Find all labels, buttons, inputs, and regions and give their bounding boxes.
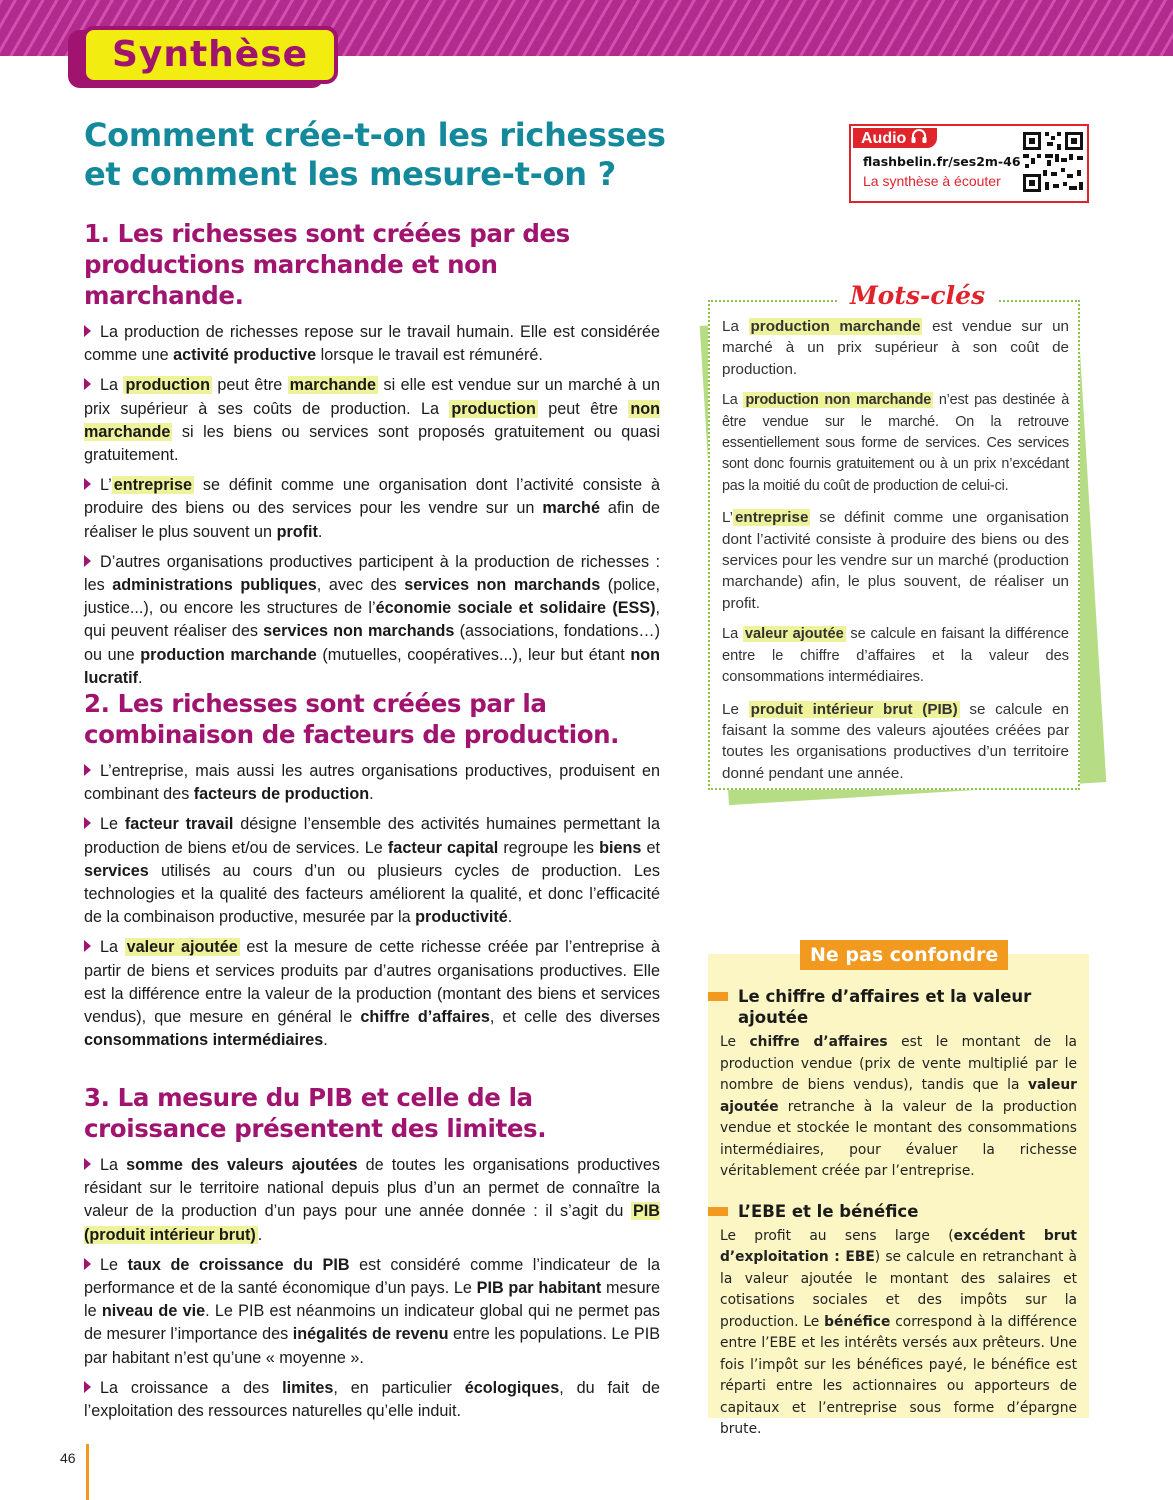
bullet-icon	[84, 478, 91, 490]
text-run: peut être	[211, 376, 288, 395]
text-run: est la mesure de cette richesse créée par l’entreprise à partir de biens et services produits par d’autres organisations productives. Elle est la différence entre la valeur de la production (montant des biens et services vendus), que mesure en général le	[84, 938, 660, 1027]
keyword-term: valeur ajoutée	[744, 626, 844, 643]
section-3	[84, 1082, 660, 1430]
keyword-term: produit intérieur brut (PIB)	[750, 700, 958, 718]
text-run: (associations, fondations…) ou une	[84, 622, 660, 664]
bold-term: chiffre d’affaires	[749, 1034, 888, 1050]
bold-term: marché	[542, 499, 600, 518]
text-run: .	[369, 785, 374, 804]
audio-tag	[853, 128, 937, 148]
section-3-paragraph	[84, 1154, 660, 1247]
text-run: Le profit au sens large (	[720, 1227, 954, 1244]
ne-pas-confondre-paragraph	[720, 1032, 1077, 1183]
bold-term: bénéfice	[824, 1313, 891, 1330]
text-run: La	[722, 392, 744, 409]
bold-term: économie sociale et solidaire (ESS)	[375, 599, 656, 618]
text-run: .	[257, 1225, 263, 1244]
bold-term: excédent brut d’exploitation : EBE	[720, 1227, 1077, 1265]
text-run: , avec des	[316, 576, 405, 595]
bold-term: profit	[276, 522, 318, 541]
bullet-icon	[84, 378, 91, 390]
bullet-icon	[84, 1258, 91, 1270]
highlighted-term: production	[451, 399, 536, 418]
bold-term: valeur ajoutée	[720, 1077, 1077, 1115]
text-run: La	[100, 1156, 127, 1174]
text-run: La	[722, 626, 743, 643]
bold-term: taux de croissance du PIB	[127, 1255, 350, 1274]
mots-cles-box	[690, 281, 1090, 806]
text-run: , et celle des diverses	[489, 1008, 660, 1027]
bold-term: administrations publiques	[112, 576, 317, 595]
keyword-term: entreprise	[734, 509, 809, 527]
bold-term: services non marchands	[263, 622, 455, 641]
bold-term: production marchande	[140, 645, 317, 664]
bold-term: niveau de vie	[101, 1302, 206, 1321]
bold-term: chiffre d’affaires	[360, 1008, 490, 1027]
bold-term: non lucratif	[84, 645, 661, 687]
audio-label: Audio	[861, 130, 907, 148]
ne-pas-confondre-subheading	[708, 986, 1077, 1028]
bold-term: productivité	[415, 908, 508, 927]
highlighted-term: entreprise	[113, 476, 192, 495]
bold-term: consommations intermédiaires	[84, 1031, 324, 1050]
page-number-bar	[86, 1444, 89, 1500]
synthese-label: Synthèse	[82, 26, 338, 84]
text-run: Le	[722, 700, 749, 718]
mots-cles-item	[722, 507, 1069, 614]
text-run: , du fait de l’exploitation des ressources naturelles qu’elle induit.	[84, 1378, 660, 1421]
keyword-term: production marchande	[750, 318, 921, 335]
text-run: .	[137, 668, 143, 687]
bullet-icon	[84, 1158, 91, 1170]
highlighted-term: valeur ajoutée	[126, 938, 238, 957]
section-1-paragraph	[84, 474, 660, 544]
subheading-text: Le chiffre d’affaires et la valeur ajoutée	[738, 987, 1032, 1027]
text-run: La	[100, 938, 125, 957]
highlighted-term: marchande	[289, 376, 377, 395]
orange-marker-icon	[708, 1207, 728, 1216]
text-run: La	[722, 318, 749, 335]
text-run: L’	[722, 509, 733, 527]
bold-term: facteur capital	[387, 838, 499, 857]
text-run: entre les populations. Le PIB par habitant n’est qu’une « moyenne ».	[84, 1325, 661, 1367]
text-run: et	[641, 838, 660, 857]
text-run: se calcule en faisant la différence entre le chiffre d’affaires et la valeur des consommations intermédiaires.	[722, 626, 1069, 686]
headphones-icon	[910, 128, 928, 150]
highlighted-term: PIB (produit intérieur brut)	[84, 1202, 660, 1244]
text-run: afin de réaliser le plus souvent un	[84, 499, 660, 541]
mots-cles-item	[722, 699, 1069, 785]
text-run: se définit comme une organisation dont l’activité consiste à produire des biens ou des services pour les vendre sur un marché (production marchande) afin, le plus souvent, de réaliser un profit.	[722, 509, 1069, 612]
page-title-line1: Comment crée-t-on les richesses	[84, 116, 666, 154]
text-run: est considéré comme l’indicateur de la performance et de la santé économique d’un pays. Le	[84, 1255, 660, 1298]
text-run: L’	[100, 476, 112, 495]
text-run: .	[317, 522, 323, 541]
section-2	[84, 688, 660, 1059]
bold-term: PIB par habitant	[476, 1279, 602, 1298]
bold-term: services non marchands	[404, 576, 601, 595]
bold-term: biens	[599, 838, 642, 857]
section-2-heading: 2. Les richesses sont créées par la combinaison de facteurs de production.	[84, 689, 620, 749]
text-run: La production de richesses repose sur le travail humain. Elle est considérée comme une	[84, 323, 660, 365]
section-1-paragraph	[84, 374, 660, 467]
page-number: 46	[60, 1450, 76, 1466]
section-3-paragraph	[84, 1254, 660, 1370]
section-1-heading: 1. Les richesses sont créées par des productions marchande et non marchande.	[84, 219, 570, 310]
text-run: ) se calcule en retranchant à la valeur ajoutée le montant des salaires et cotisations sociales et des impôts sur la production. Le	[720, 1249, 1077, 1330]
text-run: La croissance a des	[100, 1378, 283, 1397]
section-1-paragraph	[84, 321, 660, 367]
ne-pas-confondre-paragraph	[720, 1226, 1077, 1441]
orange-marker-icon	[708, 992, 728, 1001]
text-run: n’est pas destinée à être vendue sur le marché. On la retrouve essentiellement sous forme de services. Ces services sont donc fournis gratuitement ou à un prix n’excédant pas la moitié du coût de production de celui-ci.	[722, 392, 1070, 494]
text-run: . Le PIB est néanmoins un indicateur global qui ne permet pas de mesurer l’importance des	[84, 1302, 660, 1344]
section-1	[84, 218, 660, 697]
audio-subtitle: La synthèse à écouter	[863, 173, 1001, 189]
text-run: correspond à la différence entre l’EBE et les intérêts versés aux prêteurs. Une fois l’impôt sur les bénéfices payé, le bénéfice est réparti entre les actionnaires ou apporteurs de capitaux et l’entreprise sous forme d’épargne brute.	[720, 1313, 1077, 1437]
text-run: mesure le	[84, 1279, 660, 1321]
mots-cles-item	[722, 390, 1069, 497]
highlighted-term: non marchande	[84, 399, 660, 441]
mots-cles-title: Mots-clés	[838, 280, 997, 312]
bullet-icon	[84, 940, 91, 952]
text-run: , qui peuvent réaliser des	[84, 599, 660, 641]
section-1-paragraph	[84, 551, 660, 690]
text-run: si elle est vendue sur un marché à un prix supérieur à ses coûts de production. La	[84, 376, 660, 418]
ne-pas-confondre-title: Ne pas confondre	[800, 940, 1008, 970]
text-run: .	[323, 1031, 328, 1050]
section-3-paragraph	[84, 1377, 660, 1423]
text-run: (police, justice...), ou encore les structures de l’	[84, 576, 660, 618]
bold-term: facteur travail	[124, 815, 234, 834]
page-title	[84, 116, 684, 194]
qr-code-icon[interactable]	[1021, 130, 1085, 194]
ne-pas-confondre-box	[708, 944, 1089, 1437]
text-run: L’entreprise, mais aussi les autres organisations productives, produisent en combinant des	[84, 762, 660, 804]
text-run: peut être	[537, 399, 629, 418]
text-run: , en particulier	[333, 1378, 465, 1397]
text-run: si les biens ou services sont proposés gratuitement ou quasi gratuitement.	[84, 422, 660, 465]
section-2-paragraph	[84, 936, 660, 1052]
bullet-icon	[84, 817, 91, 829]
text-run: est vendue sur un marché à un prix supérieur à son coût de production.	[722, 318, 1069, 378]
bold-term: somme des valeurs ajoutées	[126, 1156, 358, 1174]
mots-cles-item	[722, 316, 1069, 380]
text-run: (mutuelles, coopératives...), leur but étant	[316, 645, 631, 664]
text-run: .	[507, 908, 513, 927]
bullet-icon	[84, 764, 91, 776]
mots-cles-card	[708, 281, 1080, 790]
bullet-icon	[84, 1381, 91, 1393]
bold-term: services	[84, 861, 149, 880]
bold-term: facteurs de production	[193, 785, 370, 804]
text-run: D’autres organisations productives participent à la production de richesses : les	[84, 552, 660, 595]
text-run: retranche à la valeur de la production vendue et stockée le montant des consommations intermédiaires, pour évaluer la richesse véritablement créée par l’entreprise.	[720, 1098, 1077, 1179]
text-run: regroupe les	[498, 838, 600, 857]
text-run: Le	[100, 815, 125, 834]
bold-term: écologiques	[464, 1378, 560, 1397]
section-2-paragraph	[84, 760, 660, 806]
section-3-heading: 3. La mesure du PIB et celle de la croissance présentent des limites.	[84, 1083, 547, 1143]
keyword-term: production non marchande	[745, 392, 932, 409]
ne-pas-confondre-subheading	[708, 1201, 1077, 1222]
section-2-paragraph	[84, 813, 660, 929]
bullet-icon	[84, 325, 91, 337]
mots-cles-item	[722, 624, 1069, 688]
text-run: Le	[720, 1034, 750, 1050]
highlighted-term: production	[125, 376, 210, 395]
text-run: se calcule en faisant la somme des valeurs ajoutées créées par toutes les organisations productives d’un territoire donné pendant une année.	[722, 700, 1069, 782]
bullet-icon	[84, 555, 91, 567]
bold-term: inégalités de revenu	[292, 1325, 449, 1344]
bold-term: limites	[282, 1378, 334, 1397]
text-run: lorsque le travail est rémunéré.	[316, 346, 543, 365]
text-run: utilisés au cours d’un ou plusieurs cycles de production. Les technologies et la qualité des facteurs améliorent la qualité, et donc l’efficacité de la combinaison productive, mesurée par la	[84, 861, 660, 927]
text-run: Le	[100, 1255, 128, 1274]
bold-term: activité productive	[173, 346, 317, 365]
text-run: est le montant de la production vendue (prix de vente multiplié par le nombre de biens vendus), tandis que la	[720, 1034, 1077, 1093]
text-run: se définit comme une organisation dont l’activité consiste à produire des biens ou des services pour les vendre sur un	[84, 476, 660, 518]
mots-cles-body	[722, 316, 1069, 794]
text-run: désigne l’ensemble des activités humaines permettant la production de biens et/ou de services. Le	[84, 815, 660, 857]
subheading-text: L’EBE et le bénéfice	[738, 1201, 919, 1221]
audio-url-link[interactable]: flashbelin.fr/ses2m-46	[863, 154, 1021, 169]
text-run: de toutes les organisations productives résidant sur le territoire national depuis plus d’un an permet de connaître la valeur de la production d’un pays pour une année donnée : il s’agit du	[84, 1156, 660, 1221]
page-title-line2: et comment les mesure-t-on ?	[84, 155, 616, 193]
text-run: La	[100, 376, 124, 395]
audio-box[interactable]	[849, 124, 1089, 203]
